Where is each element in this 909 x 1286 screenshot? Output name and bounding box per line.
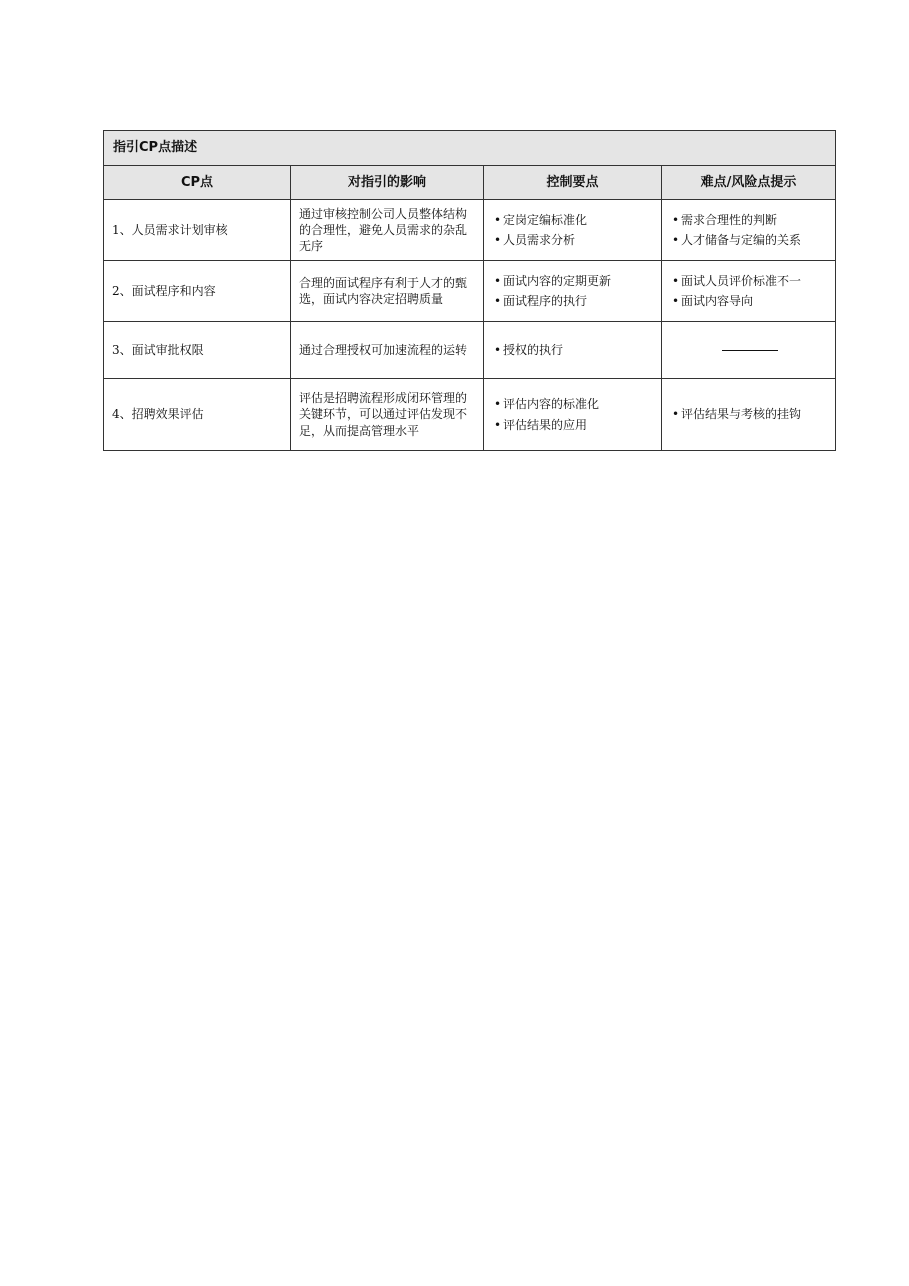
control-item: • 人员需求分析 [494, 233, 576, 247]
cp-effect: 合理的面试程序有利于人才的甄选，面试内容决定招聘质量 [291, 261, 484, 322]
risk-item: • 面试内容导向 [672, 294, 754, 308]
column-header-risks: 难点/风险点提示 [662, 166, 836, 200]
bullet-icon: • [494, 212, 502, 227]
control-points [484, 261, 662, 322]
risk-points [662, 322, 836, 379]
control-item: • 面试程序的执行 [494, 294, 588, 308]
bullet-icon: • [494, 417, 502, 432]
column-header-cp: CP点 [104, 166, 291, 200]
control-item: • 评估结果的应用 [494, 417, 588, 432]
bullet-icon: • [672, 294, 680, 308]
bullet-icon: • [672, 407, 680, 422]
control-item: • 定岗定编标准化 [494, 212, 588, 227]
table-row [104, 322, 836, 379]
control-item: • 评估内容的标准化 [494, 397, 600, 412]
risk-item: • 人才储备与定编的关系 [672, 233, 802, 247]
column-header-effect: 对指引的影响 [291, 166, 484, 200]
bullet-icon: • [672, 273, 680, 288]
column-header-controls: 控制要点 [484, 166, 662, 200]
empty-dash [722, 350, 778, 351]
table-title: 指引CP点描述 [104, 131, 836, 166]
table-row [104, 200, 836, 261]
cp-description-table [103, 130, 836, 451]
table-row [104, 261, 836, 322]
control-item: • 授权的执行 [494, 342, 564, 357]
control-points [484, 322, 662, 379]
table-row [104, 379, 836, 451]
risk-points [662, 200, 836, 261]
bullet-icon: • [672, 212, 680, 227]
control-points [484, 379, 662, 451]
risk-points [662, 379, 836, 451]
risk-item: • 需求合理性的判断 [672, 212, 778, 227]
bullet-icon: • [494, 342, 502, 357]
control-points [484, 200, 662, 261]
risk-points [662, 261, 836, 322]
cp-effect: 评估是招聘流程形成闭环管理的关键环节，可以通过评估发现不足，从而提高管理水平 [291, 379, 484, 451]
cp-name: 4、招聘效果评估 [104, 379, 291, 451]
cp-effect: 通过合理授权可加速流程的运转 [291, 322, 484, 379]
bullet-icon: • [494, 397, 502, 412]
control-item: • 面试内容的定期更新 [494, 273, 612, 288]
cp-name: 1、人员需求计划审核 [104, 200, 291, 261]
bullet-icon: • [494, 273, 502, 288]
risk-item: • 面试人员评价标准不一 [672, 273, 802, 288]
bullet-icon: • [494, 294, 502, 308]
risk-item: • 评估结果与考核的挂钩 [672, 407, 802, 422]
bullet-icon: • [494, 233, 502, 247]
cp-name: 2、面试程序和内容 [104, 261, 291, 322]
cp-name: 3、面试审批权限 [104, 322, 291, 379]
bullet-icon: • [672, 233, 680, 247]
header-row [104, 166, 836, 200]
cp-effect: 通过审核控制公司人员整体结构的合理性，避免人员需求的杂乱无序 [291, 200, 484, 261]
